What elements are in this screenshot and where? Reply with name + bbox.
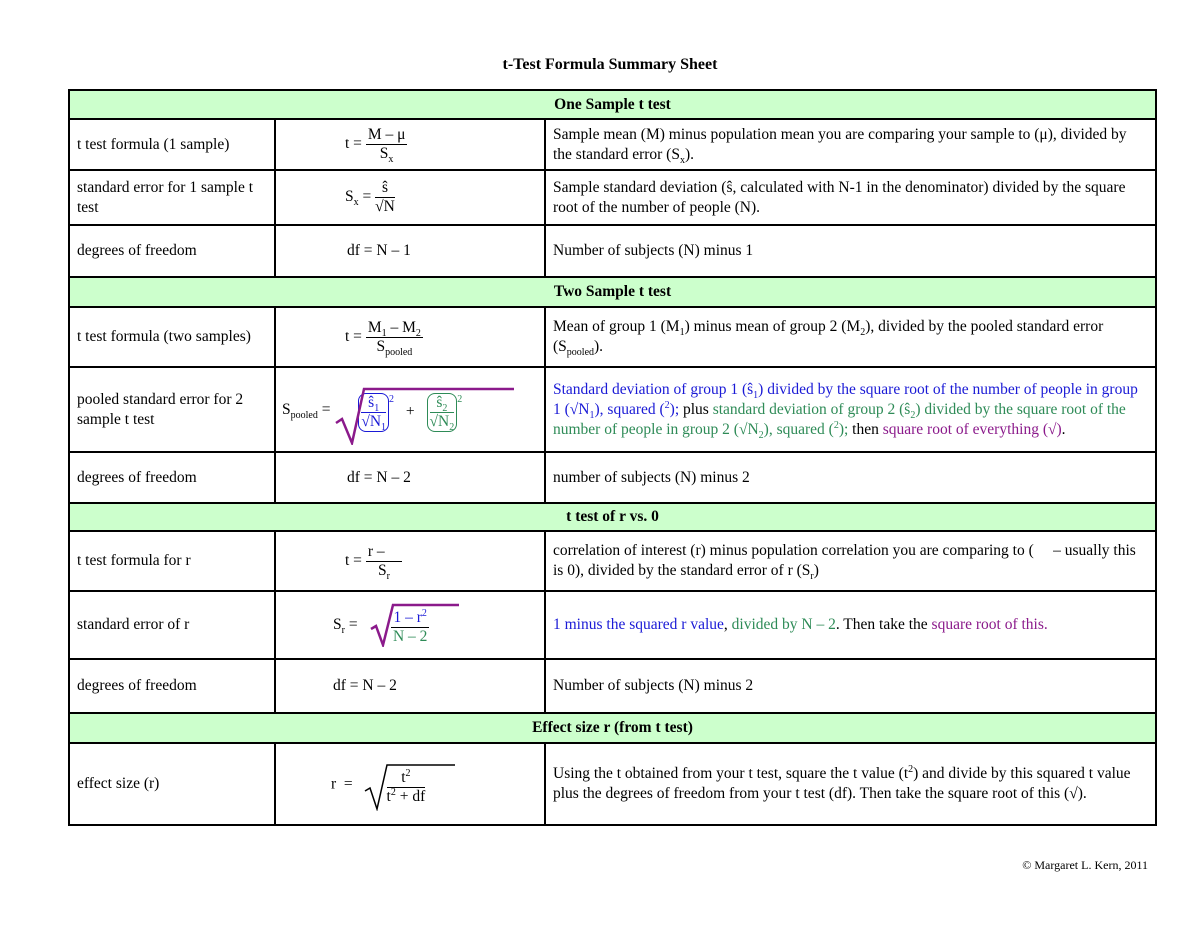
formula-lhs: t = [345, 135, 366, 153]
table-row [69, 170, 1156, 225]
row-label: t test formula (1 sample) [69, 119, 275, 170]
section-header-row [69, 503, 1156, 531]
sqrt-expression [363, 763, 426, 806]
group2-term: $\frac{ŝ_2}{√N_2}$ [427, 393, 458, 432]
fraction-denominator: $S_r$ [377, 561, 390, 582]
table-row [69, 591, 1156, 659]
plus-sign: + [405, 403, 415, 421]
copyright-footer: © Margaret L. Kern, 2011 [1022, 858, 1148, 872]
formula-cell [275, 367, 545, 452]
fraction [366, 543, 402, 580]
row-description: Sample mean (M) minus population mean you are comparing your sample to (μ), divided by the standard error $(S_x)$. [545, 119, 1156, 170]
formula-cell [275, 170, 545, 225]
section-header-row [69, 277, 1156, 307]
formula-cell [275, 119, 545, 170]
fraction-denominator: $S_{pooled}$ [376, 337, 413, 358]
formula-lhs: t = [345, 551, 366, 569]
section-title-r-test: t test of r vs. 0 [69, 503, 1156, 531]
table-row [69, 119, 1156, 170]
table-row [69, 531, 1156, 591]
row-description: 1 minus the squared r value, divided by N – 2. Then take the square root of this. [545, 591, 1156, 659]
fraction-numerator: r – [367, 542, 401, 560]
formula-cell [275, 743, 545, 825]
fraction [375, 179, 395, 216]
table-row [69, 225, 1156, 277]
fraction-numerator: ŝ [375, 179, 395, 198]
formula-cell: df = N – 1 [275, 225, 545, 277]
row-description: number of subjects (N) minus 2 [545, 452, 1156, 503]
formula-lhs: $S_x$ = [345, 188, 376, 209]
fraction-denominator: $t^2$ + df [386, 786, 426, 805]
group1-term: $\frac{ŝ_1}{√N_1}$ [358, 393, 389, 432]
exponent: 2 [389, 394, 395, 406]
fraction-numerator: $M_1 - M_2$ [367, 318, 421, 339]
row-label: standard error of r [69, 591, 275, 659]
row-label: standard error for 1 sample t test [69, 170, 275, 225]
row-label: effect size (r) [69, 743, 275, 825]
page-title: t-Test Formula Summary Sheet [502, 56, 718, 73]
formula-lhs: $S_{pooled}$ = [282, 400, 335, 421]
sqrt-expression [369, 605, 428, 646]
row-description: Sample standard deviation (ŝ, calculated with N-1 in the denominator) divided by the square root of the number of people (N). [545, 170, 1156, 225]
fraction-denominator: N – 2 [392, 627, 428, 645]
row-label: pooled standard error for 2 sample t test [69, 367, 275, 452]
section-title-one-sample: One Sample t test [69, 90, 1156, 119]
row-label: degrees of freedom [69, 452, 275, 503]
exponent: 2 [457, 394, 463, 406]
formula-lhs: t = [345, 327, 366, 345]
row-label: t test formula for r [69, 531, 275, 591]
row-label: degrees of freedom [69, 659, 275, 713]
formula-lhs: r = [331, 775, 357, 792]
row-description: correlation of interest (r) minus population correlation you are comparing to ( – usually this is 0), divided by the standard error of r $(S_r)$ [545, 531, 1156, 591]
formula-cell [275, 531, 545, 591]
section-header-row [69, 90, 1156, 119]
table-row [69, 307, 1156, 367]
section-header-row [69, 713, 1156, 743]
fraction [366, 126, 408, 166]
fraction [366, 319, 423, 356]
row-description: Using the t obtained from your t test, square the t value $(t^2)$ and divide by this squared t value plus the degrees of freedom from your t test (df). Then take the square root of this (√). [545, 743, 1156, 825]
section-title-two-sample: Two Sample t test [69, 277, 1156, 307]
row-label: t test formula (two samples) [69, 307, 275, 367]
fraction-numerator: $1 - r^2$ [393, 607, 427, 626]
sqrt-icon [334, 383, 514, 445]
sqrt-expression [334, 387, 462, 432]
formula-lhs: $S_r$ = [333, 616, 362, 637]
row-label: degrees of freedom [69, 225, 275, 277]
row-description: Standard deviation of group 1 $(ŝ_1)$ divided by the square root of the number of people in group 1 $(√N_1)$, squared ($^2$); plus standard deviation of group 2 $(ŝ_2)$ divided by the square root of the number of people in group 2 $(√N_2)$, squared ($^2$); then square root of everything (√). [545, 367, 1156, 452]
sqrt-icon [363, 759, 455, 811]
formula-cell [275, 591, 545, 659]
formula-table [68, 89, 1157, 826]
table-row [69, 743, 1156, 825]
row-description: Number of subjects (N) minus 2 [545, 659, 1156, 713]
formula-cell: df = N – 2 [275, 452, 545, 503]
table-row [69, 452, 1156, 503]
fraction-denominator: √N [375, 198, 395, 215]
formula-cell: df = N – 2 [275, 659, 545, 713]
fraction-numerator: $t^2$ [387, 769, 426, 788]
row-description: Mean of group 1 $(M_1)$ minus mean of group 2 $(M_2)$, divided by the pooled standard error $(S_{pooled})$. [545, 307, 1156, 367]
section-title-effect-size: Effect size r (from t test) [69, 713, 1156, 743]
fraction-numerator: M – μ [367, 126, 406, 143]
fraction-denominator: $S_x$ [379, 145, 394, 166]
formula-cell [275, 307, 545, 367]
table-row [69, 367, 1156, 452]
table-row [69, 659, 1156, 713]
sqrt-icon [369, 601, 459, 647]
row-description: Number of subjects (N) minus 1 [545, 225, 1156, 277]
